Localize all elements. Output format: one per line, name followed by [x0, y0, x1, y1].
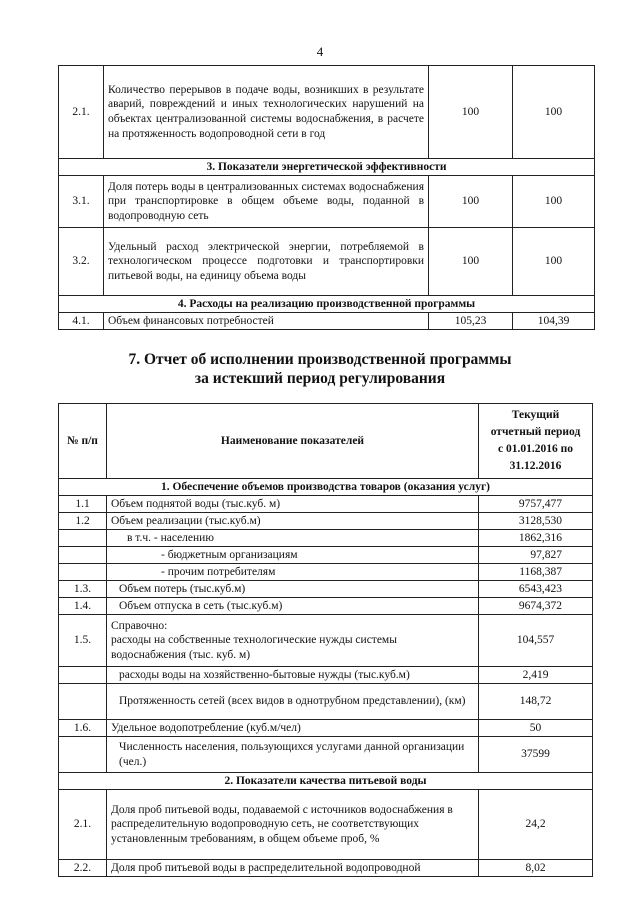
row-number: 3.1.	[59, 176, 104, 228]
section-title: 1. Обеспечение объемов производства товаров (оказания услуг)	[59, 479, 593, 496]
row-name: Справочно: расходы на собственные технологические нужды системы водоснабжения (тыс. куб. м)	[107, 615, 479, 667]
row-number	[59, 737, 107, 773]
row-name: Объем финансовых потребностей	[104, 313, 429, 330]
row-number: 1.1	[59, 496, 107, 513]
header-name: Наименование показателей	[107, 404, 479, 479]
section-row	[59, 296, 595, 313]
row-actual-value: 100	[513, 66, 595, 159]
row-value: 1862,316	[479, 530, 593, 547]
report-table	[58, 403, 593, 877]
table-row	[59, 547, 593, 564]
section-row	[59, 159, 595, 176]
row-number: 1.5.	[59, 615, 107, 667]
table-row	[59, 564, 593, 581]
row-plan-value: 100	[429, 66, 513, 159]
row-value: 6543,423	[479, 581, 593, 598]
section-title: 4. Расходы на реализацию производственной программы	[59, 296, 595, 313]
row-number: 1.6.	[59, 720, 107, 737]
row-name: Доля потерь воды в централизованных системах водоснабжения при транспортировке в общем объеме воды, поданной в водопроводную сеть	[104, 176, 429, 228]
table-row	[59, 667, 593, 684]
header-period-line4: 31.12.2016	[509, 460, 562, 472]
row-name: Доля проб питьевой воды в распределительной водопроводной	[107, 860, 479, 877]
row-actual-value: 100	[513, 176, 595, 228]
table-row	[59, 790, 593, 860]
row-name: Удельное водопотребление (куб.м/чел)	[107, 720, 479, 737]
table-row	[59, 737, 593, 773]
row-number	[59, 564, 107, 581]
table-row	[59, 581, 593, 598]
row-value: 148,72	[479, 684, 593, 720]
row-plan-value: 100	[429, 228, 513, 296]
table-row	[59, 66, 595, 159]
row-number	[59, 667, 107, 684]
row-name: Объем поднятой воды (тыс.куб. м)	[107, 496, 479, 513]
row-actual-value: 100	[513, 228, 595, 296]
table-row	[59, 615, 593, 667]
table-row	[59, 313, 595, 330]
row-number: 2.1.	[59, 790, 107, 860]
table-row	[59, 513, 593, 530]
row-value: 97,827	[479, 547, 593, 564]
section-row	[59, 479, 593, 496]
row-value: 1168,387	[479, 564, 593, 581]
row-name: Протяженность сетей (всех видов в однотрубном представлении), (км)	[107, 684, 479, 720]
section-title: 3. Показатели энергетической эффективности	[59, 159, 595, 176]
row-value: 50	[479, 720, 593, 737]
section-7-title	[0, 350, 640, 388]
section-row	[59, 773, 593, 790]
row-number: 3.2.	[59, 228, 104, 296]
row-value: 24,2	[479, 790, 593, 860]
row-number: 1.2	[59, 513, 107, 530]
header-period-line3: с 01.01.2016 по	[498, 443, 573, 455]
row-name: Доля проб питьевой воды, подаваемой с источников водоснабжения в распределительную водопроводную сеть, не соответствующих установленным требованиям, в общем объеме проб, %	[107, 790, 479, 860]
row-value: 104,557	[479, 615, 593, 667]
table-row	[59, 176, 595, 228]
section-7-title-line1: 7. Отчет об исполнении производственной программы	[128, 351, 512, 368]
row-name: Объем потерь (тыс.куб.м)	[107, 581, 479, 598]
row-actual-value: 104,39	[513, 313, 595, 330]
table-row	[59, 228, 595, 296]
row-name: в т.ч. - населению	[107, 530, 479, 547]
row-plan-value: 105,23	[429, 313, 513, 330]
table-row	[59, 720, 593, 737]
row-name: Численность населения, пользующихся услугами данной организации (чел.)	[107, 737, 479, 773]
header-period-line1: Текущий	[511, 409, 560, 421]
row-name: Количество перерывов в подаче воды, возникших в результате аварий, повреждений и иных технологических нарушений на объектах централизованной системы водоснабжения, в расчете на протяженность водопроводной сети в год	[104, 66, 429, 159]
table-row	[59, 598, 593, 615]
row-name: расходы воды на хозяйственно-бытовые нужды (тыс.куб.м)	[107, 667, 479, 684]
row-number: 2.1.	[59, 66, 104, 159]
report-table-header	[59, 404, 593, 479]
row-name: Объем отпуска в сеть (тыс.куб.м)	[107, 598, 479, 615]
table-row	[59, 530, 593, 547]
row-value: 9674,372	[479, 598, 593, 615]
page-number: 4	[316, 44, 324, 59]
row-value: 37599	[479, 737, 593, 773]
row-name: Удельный расход электрической энергии, потребляемой в технологическом процессе подготовки и транспортировки питьевой воды, на единицу объема воды	[104, 228, 429, 296]
table-row	[59, 496, 593, 513]
row-number: 1.4.	[59, 598, 107, 615]
row-name: - бюджетным организациям	[107, 547, 479, 564]
table-row	[59, 860, 593, 877]
header-period-line2: отчетный период	[490, 426, 581, 438]
row-number: 4.1.	[59, 313, 104, 330]
row-value: 2,419	[479, 667, 593, 684]
row-plan-value: 100	[429, 176, 513, 228]
header-period	[479, 404, 593, 479]
row-number: 1.3.	[59, 581, 107, 598]
section-title: 2. Показатели качества питьевой воды	[59, 773, 593, 790]
row-name: - прочим потребителям	[107, 564, 479, 581]
section-7-title-line2: за истекший период регулирования	[194, 370, 446, 387]
row-value: 3128,530	[479, 513, 593, 530]
row-value: 9757,477	[479, 496, 593, 513]
row-name: Объем реализации (тыс.куб.м)	[107, 513, 479, 530]
table-row	[59, 684, 593, 720]
row-number	[59, 684, 107, 720]
row-number	[59, 547, 107, 564]
header-num: № п/п	[59, 404, 107, 479]
indicators-table	[58, 65, 595, 330]
row-number	[59, 530, 107, 547]
row-number: 2.2.	[59, 860, 107, 877]
row-value: 8,02	[479, 860, 593, 877]
